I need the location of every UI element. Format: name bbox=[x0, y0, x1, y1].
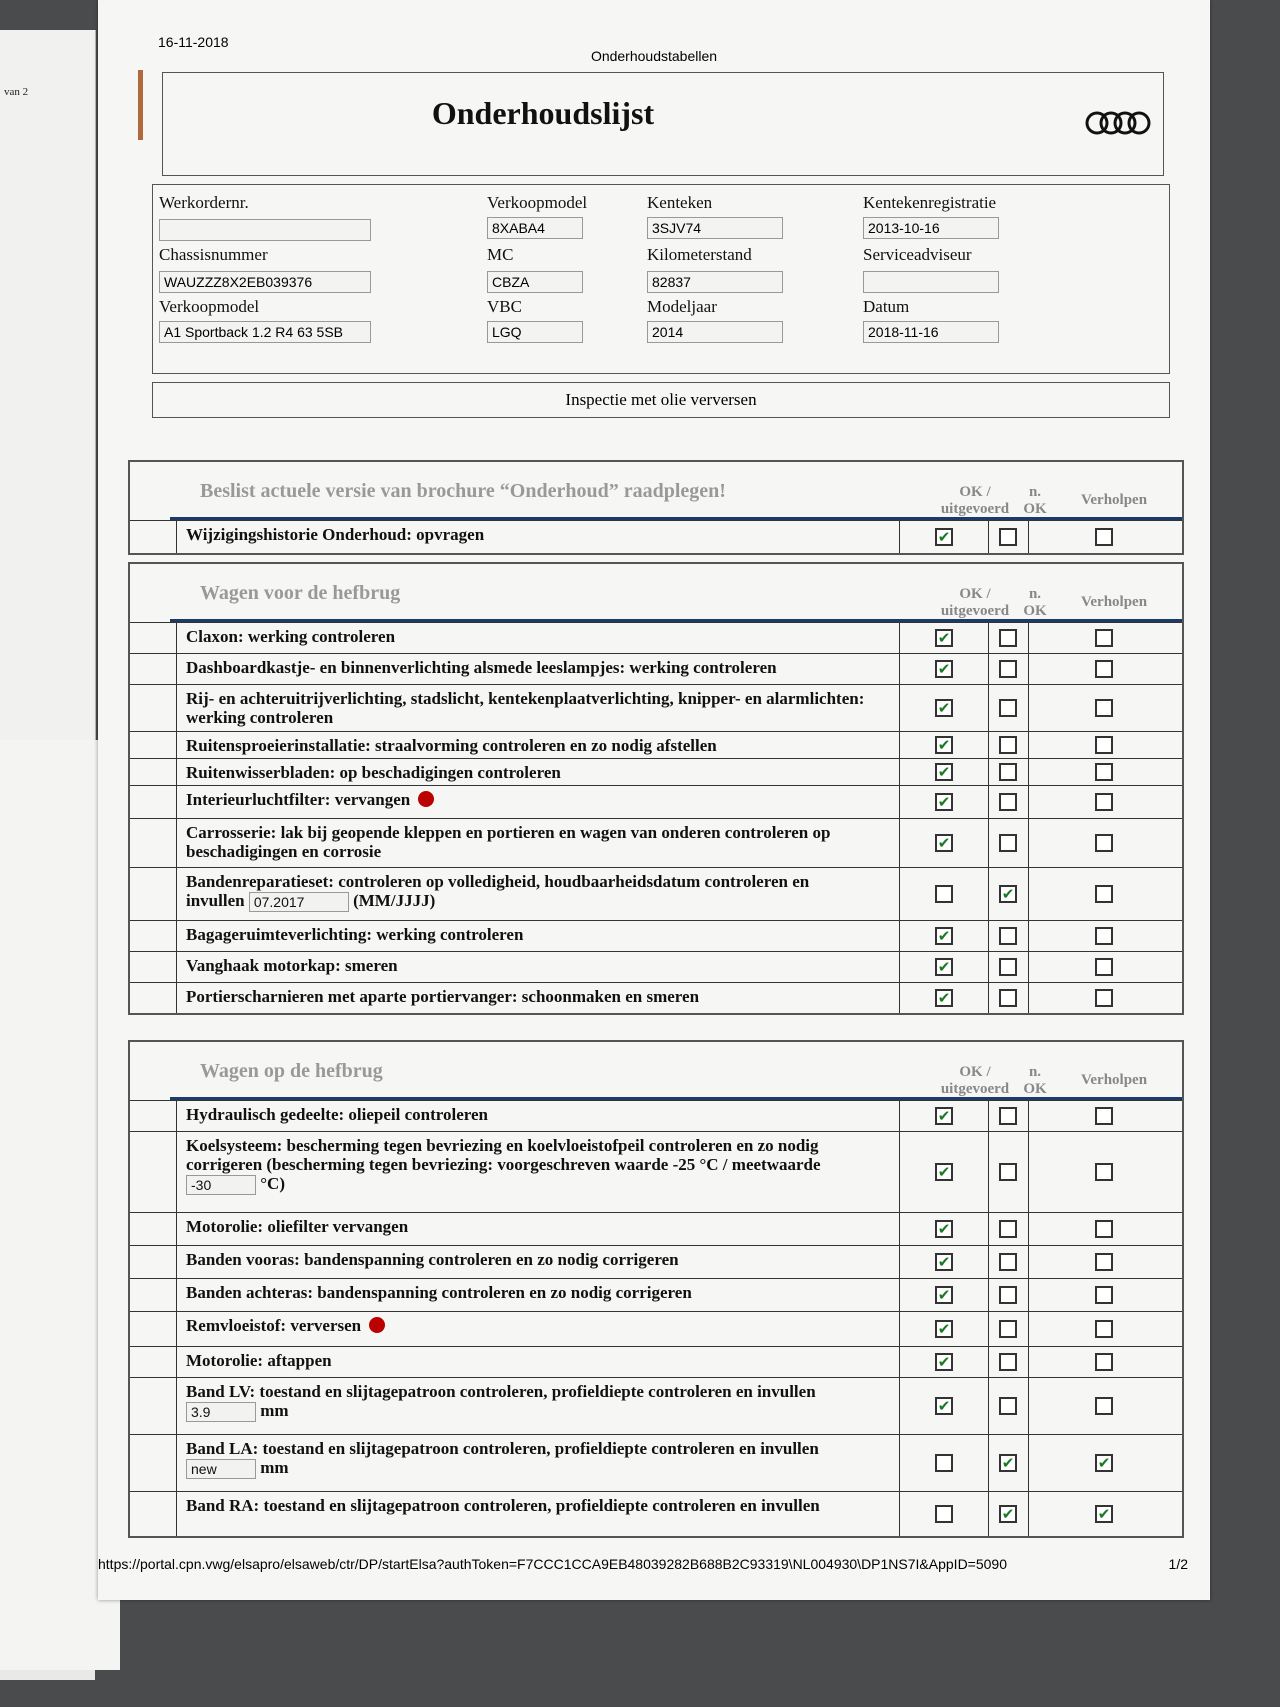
nok-checkbox[interactable] bbox=[999, 927, 1017, 945]
fixed-checkbox[interactable] bbox=[1095, 629, 1113, 647]
row-text: Carrosserie: lak bij geopende kleppen en portieren en wagen van onderen controleren op beschadigingen en corrosie bbox=[186, 823, 831, 861]
col-fixed-header: Verholpen bbox=[1080, 1072, 1148, 1088]
col-ok-line2: uitgevoerd bbox=[940, 603, 1010, 619]
nok-cell bbox=[988, 1213, 1029, 1245]
ok-cell bbox=[900, 1492, 989, 1536]
nok-checkbox[interactable] bbox=[999, 629, 1017, 647]
row-number-cell bbox=[130, 819, 177, 867]
fixed-checkbox[interactable] bbox=[1095, 834, 1113, 852]
fixed-cell bbox=[1028, 819, 1180, 867]
verkoopmodel-code-field: 8XABA4 bbox=[487, 217, 583, 239]
nok-checkbox[interactable] bbox=[999, 660, 1017, 678]
row-text: Koelsysteem: bescherming tegen bevriezing en koelvloeistofpeil controleren en zo nodig corrigeren (bescherming tegen bevriezing: voorgeschreven waarde -25 °C / meetwaarde bbox=[186, 1136, 821, 1174]
row-number-cell bbox=[130, 623, 177, 653]
ok-checkbox[interactable]: ✔ bbox=[935, 699, 953, 717]
table-row bbox=[130, 951, 1182, 982]
fixed-checkbox[interactable] bbox=[1095, 1253, 1113, 1271]
nok-cell bbox=[988, 786, 1029, 818]
col-nok-line1: n. bbox=[1028, 1064, 1042, 1080]
row-number-cell bbox=[130, 1246, 177, 1278]
nok-cell bbox=[988, 623, 1029, 653]
ok-checkbox[interactable]: ✔ bbox=[935, 1163, 953, 1181]
row-input-suffix: (MM/JJJJ) bbox=[353, 891, 436, 910]
col-fixed-header: Verholpen bbox=[1080, 492, 1148, 508]
ok-checkbox[interactable]: ✔ bbox=[935, 1397, 953, 1415]
row-text: Band LA: toestand en slijtagepatroon controleren, profieldiepte controleren en invullen bbox=[186, 1439, 819, 1458]
fixed-cell bbox=[1028, 921, 1180, 951]
nok-checkbox[interactable] bbox=[999, 763, 1017, 781]
row-description bbox=[180, 983, 900, 1013]
row-text: Wijzigingshistorie Onderhoud: opvragen bbox=[186, 525, 485, 544]
ok-cell bbox=[900, 1246, 989, 1278]
ok-checkbox[interactable]: ✔ bbox=[935, 1107, 953, 1125]
ok-cell bbox=[900, 759, 989, 785]
warning-dot-icon bbox=[369, 1317, 385, 1333]
col-ok-line2: uitgevoerd bbox=[940, 501, 1010, 517]
nok-checkbox[interactable] bbox=[999, 1107, 1017, 1125]
fixed-checkbox[interactable]: ✔ bbox=[1095, 1454, 1113, 1472]
col-nok-line2: OK bbox=[1023, 501, 1047, 517]
ok-checkbox[interactable]: ✔ bbox=[935, 1353, 953, 1371]
row-text: Vanghaak motorkap: smeren bbox=[186, 956, 398, 975]
verkoopmodel-field: A1 Sportback 1.2 R4 63 5SB bbox=[159, 321, 371, 343]
warning-dot-icon bbox=[418, 791, 434, 807]
ok-checkbox[interactable]: ✔ bbox=[935, 1220, 953, 1238]
row-text: Interieurluchtfilter: vervangen bbox=[186, 790, 411, 809]
ok-cell bbox=[900, 685, 989, 731]
fixed-checkbox[interactable] bbox=[1095, 528, 1113, 546]
col-ok-line1: OK / bbox=[959, 586, 991, 602]
ok-checkbox[interactable]: ✔ bbox=[935, 793, 953, 811]
ok-cell bbox=[900, 868, 989, 920]
ok-cell bbox=[900, 654, 989, 684]
fixed-checkbox[interactable] bbox=[1095, 1353, 1113, 1371]
nok-cell bbox=[988, 1347, 1029, 1377]
table-row bbox=[130, 1278, 1182, 1311]
row-text: Band LV: toestand en slijtagepatroon controleren, profieldiepte controleren en invullen bbox=[186, 1382, 816, 1401]
nok-cell bbox=[988, 759, 1029, 785]
fixed-checkbox[interactable]: ✔ bbox=[1095, 1505, 1113, 1523]
row-number-cell bbox=[130, 1101, 177, 1131]
fixed-cell bbox=[1028, 1213, 1180, 1245]
nok-cell bbox=[988, 819, 1029, 867]
chassisnummer-field: WAUZZZ8X2EB039376 bbox=[159, 271, 371, 293]
ok-checkbox[interactable]: ✔ bbox=[935, 927, 953, 945]
fixed-checkbox[interactable] bbox=[1095, 1286, 1113, 1304]
kilometerstand-field: 82837 bbox=[647, 271, 783, 293]
row-description bbox=[180, 1101, 900, 1131]
fixed-checkbox[interactable] bbox=[1095, 763, 1113, 781]
section-brochure bbox=[128, 460, 1184, 555]
col-nok-line2: OK bbox=[1023, 603, 1047, 619]
row-text: Band RA: toestand en slijtagepatroon controleren, profieldiepte controleren en invullen bbox=[186, 1496, 820, 1515]
ok-checkbox[interactable]: ✔ bbox=[935, 1286, 953, 1304]
kilometerstand-label: Kilometerstand bbox=[647, 245, 752, 264]
nok-checkbox[interactable] bbox=[999, 736, 1017, 754]
nok-cell bbox=[988, 1312, 1029, 1346]
row-description bbox=[180, 1213, 900, 1245]
row-description bbox=[180, 952, 900, 982]
row-description bbox=[180, 1435, 900, 1491]
row-text: Rij- en achteruitrijverlichting, stadslicht, kentekenplaatverlichting, knipper- en alarmlichten: werking controleren bbox=[186, 689, 865, 727]
stapler-mark bbox=[138, 70, 143, 140]
row-text: Bagageruimteverlichting: werking controleren bbox=[186, 925, 524, 944]
nok-checkbox[interactable] bbox=[999, 528, 1017, 546]
row-description bbox=[180, 1378, 900, 1434]
table-row bbox=[130, 653, 1182, 684]
nok-checkbox[interactable] bbox=[999, 834, 1017, 852]
col-ok-header bbox=[930, 484, 1020, 518]
row-input-prefix: invullen bbox=[186, 891, 245, 910]
table-row bbox=[130, 1311, 1182, 1346]
table-row bbox=[130, 818, 1182, 867]
row-description bbox=[180, 819, 900, 867]
ok-checkbox[interactable]: ✔ bbox=[935, 629, 953, 647]
fixed-checkbox[interactable] bbox=[1095, 660, 1113, 678]
nok-cell bbox=[988, 1132, 1029, 1212]
ok-checkbox[interactable]: ✔ bbox=[935, 989, 953, 1007]
fixed-cell bbox=[1028, 685, 1180, 731]
table-row bbox=[130, 1346, 1182, 1377]
background-left-sheet bbox=[0, 30, 96, 750]
nok-cell bbox=[988, 1378, 1029, 1434]
row-text: Portierscharnieren met aparte portiervanger: schoonmaken en smeren bbox=[186, 987, 700, 1006]
document-header-title: Onderhoudstabellen bbox=[590, 48, 718, 64]
col-ok-line1: OK / bbox=[959, 484, 991, 500]
page-title: Onderhoudslijst bbox=[431, 95, 655, 131]
row-text: Remvloeistof: verversen bbox=[186, 1316, 362, 1335]
nok-checkbox[interactable]: ✔ bbox=[999, 1505, 1017, 1523]
ok-checkbox[interactable]: ✔ bbox=[935, 1320, 953, 1338]
row-description bbox=[180, 1279, 900, 1311]
row-text: Motorolie: aftappen bbox=[186, 1351, 332, 1370]
row-number-cell bbox=[130, 759, 177, 785]
row-description bbox=[180, 868, 900, 920]
row-description bbox=[180, 786, 900, 818]
fixed-cell bbox=[1028, 983, 1180, 1013]
row-number-cell bbox=[130, 732, 177, 758]
fixed-checkbox[interactable] bbox=[1095, 1163, 1113, 1181]
col-nok-header bbox=[1016, 484, 1054, 518]
row-number-cell bbox=[130, 1312, 177, 1346]
table-row bbox=[130, 1245, 1182, 1278]
row-text: Hydraulisch gedeelte: oliepeil controleren bbox=[186, 1105, 489, 1124]
ok-cell bbox=[900, 952, 989, 982]
ok-cell bbox=[900, 1312, 989, 1346]
row-number-cell bbox=[130, 1347, 177, 1377]
kenteken-field: 3SJV74 bbox=[647, 217, 783, 239]
nok-checkbox[interactable] bbox=[999, 1320, 1017, 1338]
row-input-suffix: °C) bbox=[260, 1174, 285, 1193]
fixed-cell bbox=[1028, 1435, 1180, 1491]
fixed-checkbox[interactable] bbox=[1095, 958, 1113, 976]
row-text: Claxon: werking controleren bbox=[186, 627, 396, 646]
nok-cell bbox=[988, 654, 1029, 684]
fixed-cell bbox=[1028, 1132, 1180, 1212]
fixed-checkbox[interactable] bbox=[1095, 1397, 1113, 1415]
table-row bbox=[130, 982, 1182, 1013]
print-date: 16-11-2018 bbox=[158, 34, 229, 50]
row-description bbox=[180, 921, 900, 951]
row-number-cell bbox=[130, 952, 177, 982]
col-ok-line2: uitgevoerd bbox=[940, 1081, 1010, 1097]
verkoopmodel-label: Verkoopmodel bbox=[159, 297, 260, 316]
ok-cell bbox=[900, 1378, 989, 1434]
row-number-cell bbox=[130, 521, 177, 553]
section-title: Wagen op de hefbrug bbox=[200, 1060, 383, 1082]
kentekenregistratie-field: 2013-10-16 bbox=[863, 217, 999, 239]
nok-checkbox[interactable]: ✔ bbox=[999, 885, 1017, 903]
fixed-cell bbox=[1028, 732, 1180, 758]
datum-field: 2018-11-16 bbox=[863, 321, 999, 343]
col-nok-header bbox=[1016, 1064, 1054, 1098]
table-row bbox=[130, 1434, 1182, 1491]
table-row bbox=[130, 758, 1182, 785]
row-number-cell bbox=[130, 868, 177, 920]
ok-cell bbox=[900, 1279, 989, 1311]
tread-depth-lv-input[interactable]: 3.9 bbox=[186, 1402, 256, 1422]
col-ok-line1: OK / bbox=[959, 1064, 991, 1080]
nok-cell bbox=[988, 1492, 1029, 1536]
fixed-checkbox[interactable] bbox=[1095, 793, 1113, 811]
fixed-checkbox[interactable] bbox=[1095, 736, 1113, 754]
row-number-cell bbox=[130, 685, 177, 731]
table-row bbox=[130, 1491, 1182, 1536]
vbc-field: LGQ bbox=[487, 321, 583, 343]
nok-cell bbox=[988, 521, 1029, 553]
nok-checkbox[interactable] bbox=[999, 1220, 1017, 1238]
nok-checkbox[interactable] bbox=[999, 1353, 1017, 1371]
fixed-cell bbox=[1028, 654, 1180, 684]
inspection-type: Inspectie met olie verversen bbox=[152, 382, 1170, 418]
fixed-cell bbox=[1028, 1279, 1180, 1311]
nok-checkbox[interactable] bbox=[999, 1286, 1017, 1304]
document-page bbox=[98, 0, 1210, 1600]
nok-cell bbox=[988, 868, 1029, 920]
nok-checkbox[interactable] bbox=[999, 1397, 1017, 1415]
col-nok-header bbox=[1016, 586, 1054, 620]
row-number-cell bbox=[130, 921, 177, 951]
row-description bbox=[180, 732, 900, 758]
ok-cell bbox=[900, 1347, 989, 1377]
row-number-cell bbox=[130, 1378, 177, 1434]
col-ok-header bbox=[930, 586, 1020, 620]
chassisnummer-label: Chassisnummer bbox=[159, 245, 268, 264]
mc-field: CBZA bbox=[487, 271, 583, 293]
fixed-checkbox[interactable] bbox=[1095, 699, 1113, 717]
kenteken-label: Kenteken bbox=[647, 193, 713, 212]
fixed-cell bbox=[1028, 1101, 1180, 1131]
fixed-cell bbox=[1028, 759, 1180, 785]
row-number-cell bbox=[130, 1492, 177, 1536]
row-number-cell bbox=[130, 983, 177, 1013]
table-row bbox=[130, 1100, 1182, 1131]
fixed-cell bbox=[1028, 1378, 1180, 1434]
antifreeze-measure-input[interactable]: -30 bbox=[186, 1175, 256, 1195]
nok-checkbox[interactable] bbox=[999, 989, 1017, 1007]
brand-rings-icon bbox=[1085, 109, 1153, 137]
nok-checkbox[interactable] bbox=[999, 958, 1017, 976]
fixed-cell bbox=[1028, 623, 1180, 653]
table-row bbox=[130, 1212, 1182, 1245]
tread-depth-la-input[interactable]: new bbox=[186, 1459, 256, 1479]
ok-cell bbox=[900, 786, 989, 818]
row-text: Banden vooras: bandenspanning controleren en zo nodig corrigeren bbox=[186, 1250, 679, 1269]
fixed-checkbox[interactable] bbox=[1095, 1320, 1113, 1338]
row-number-cell bbox=[130, 1435, 177, 1491]
table-row bbox=[130, 1131, 1182, 1212]
row-description bbox=[180, 759, 900, 785]
ok-cell bbox=[900, 1435, 989, 1491]
col-fixed-header: Verholpen bbox=[1080, 594, 1148, 610]
row-text: Dashboardkastje- en binnenverlichting alsmede leeslampjes: werking controleren bbox=[186, 658, 777, 677]
row-description bbox=[180, 521, 900, 553]
row-description bbox=[180, 1246, 900, 1278]
table-row bbox=[130, 684, 1182, 731]
datum-label: Datum bbox=[863, 297, 910, 316]
ok-checkbox[interactable]: ✔ bbox=[935, 528, 953, 546]
row-description bbox=[180, 1492, 900, 1536]
table-row bbox=[130, 785, 1182, 818]
row-text: Banden achteras: bandenspanning controleren en zo nodig corrigeren bbox=[186, 1283, 692, 1302]
table-row bbox=[130, 920, 1182, 951]
row-input-suffix: mm bbox=[260, 1458, 289, 1477]
col-nok-line1: n. bbox=[1028, 586, 1042, 602]
section-title: Wagen voor de hefbrug bbox=[200, 582, 401, 604]
nok-cell bbox=[988, 1246, 1029, 1278]
nok-checkbox[interactable] bbox=[999, 1163, 1017, 1181]
fixed-checkbox[interactable] bbox=[1095, 885, 1113, 903]
fixed-cell bbox=[1028, 521, 1180, 553]
kentekenregistratie-label: Kentekenregistratie bbox=[863, 193, 997, 212]
fixed-cell bbox=[1028, 1492, 1180, 1536]
row-text: Ruitenwisserbladen: op beschadigingen controleren bbox=[186, 763, 561, 782]
row-number-cell bbox=[130, 1279, 177, 1311]
nok-cell bbox=[988, 732, 1029, 758]
section-header bbox=[130, 462, 1182, 520]
serviceadviseur-field bbox=[863, 271, 999, 293]
row-description bbox=[180, 1347, 900, 1377]
page-number: 1/2 bbox=[1168, 1556, 1188, 1572]
ok-checkbox[interactable]: ✔ bbox=[935, 958, 953, 976]
nok-cell bbox=[988, 952, 1029, 982]
row-description bbox=[180, 654, 900, 684]
verkoopmodel-code-label: Verkoopmodel bbox=[487, 193, 588, 212]
row-number-cell bbox=[130, 654, 177, 684]
row-input-suffix: mm bbox=[260, 1401, 289, 1420]
row-number-cell bbox=[130, 786, 177, 818]
nok-cell bbox=[988, 1101, 1029, 1131]
row-description bbox=[180, 1132, 900, 1212]
fixed-checkbox[interactable] bbox=[1095, 1220, 1113, 1238]
modeljaar-label: Modeljaar bbox=[647, 297, 717, 316]
nok-cell bbox=[988, 685, 1029, 731]
fixed-checkbox[interactable] bbox=[1095, 1107, 1113, 1125]
ok-cell bbox=[900, 732, 989, 758]
row-text: Bandenreparatieset: controleren op volledigheid, houdbaarheidsdatum controleren en bbox=[186, 872, 810, 891]
col-ok-header bbox=[930, 1064, 1020, 1098]
expiry-date-input[interactable]: 07.2017 bbox=[249, 892, 349, 912]
ok-cell bbox=[900, 521, 989, 553]
ok-cell bbox=[900, 1101, 989, 1131]
ok-checkbox[interactable]: ✔ bbox=[935, 660, 953, 678]
ok-cell bbox=[900, 1213, 989, 1245]
serviceadviseur-label: Serviceadviseur bbox=[863, 245, 972, 264]
werkordernr-label: Werkordernr. bbox=[159, 193, 249, 212]
fixed-cell bbox=[1028, 1347, 1180, 1377]
fixed-cell bbox=[1028, 786, 1180, 818]
nok-cell bbox=[988, 1435, 1029, 1491]
ok-cell bbox=[900, 983, 989, 1013]
nok-checkbox[interactable] bbox=[999, 793, 1017, 811]
ok-cell bbox=[900, 623, 989, 653]
fixed-checkbox[interactable] bbox=[1095, 989, 1113, 1007]
left-sheet-text: van 2 bbox=[4, 86, 29, 98]
ok-checkbox[interactable]: ✔ bbox=[935, 763, 953, 781]
row-number-cell bbox=[130, 1132, 177, 1212]
mc-label: MC bbox=[487, 245, 514, 264]
ok-cell bbox=[900, 819, 989, 867]
row-text: Motorolie: oliefilter vervangen bbox=[186, 1217, 409, 1236]
vehicle-info-box bbox=[152, 184, 1170, 374]
ok-checkbox[interactable]: ✔ bbox=[935, 736, 953, 754]
ok-cell bbox=[900, 1132, 989, 1212]
footer-url[interactable]: https://portal.cpn.vwg/elsapro/elsaweb/ctr/DP/startElsa?authToken=F7CCC1CCA9EB48039282B688B2C93319\NL004930\DP1NS7I&AppID=5090 bbox=[98, 1556, 1007, 1572]
row-description bbox=[180, 685, 900, 731]
row-text: Ruitensproeierinstallatie: straalvorming controleren en zo nodig afstellen bbox=[186, 736, 717, 755]
fixed-cell bbox=[1028, 868, 1180, 920]
nok-checkbox[interactable]: ✔ bbox=[999, 1454, 1017, 1472]
ok-cell bbox=[900, 921, 989, 951]
ok-checkbox[interactable] bbox=[935, 1505, 953, 1523]
ok-checkbox[interactable]: ✔ bbox=[935, 1253, 953, 1271]
table-row bbox=[130, 622, 1182, 653]
nok-checkbox[interactable] bbox=[999, 699, 1017, 717]
row-description bbox=[180, 623, 900, 653]
title-box bbox=[162, 72, 1164, 176]
row-number-cell bbox=[130, 1213, 177, 1245]
werkordernr-field bbox=[159, 219, 371, 241]
fixed-cell bbox=[1028, 1246, 1180, 1278]
ok-checkbox[interactable] bbox=[935, 885, 953, 903]
ok-checkbox[interactable] bbox=[935, 1454, 953, 1472]
section-title: Beslist actuele versie van brochure “Onderhoud” raadplegen! bbox=[200, 480, 726, 502]
nok-checkbox[interactable] bbox=[999, 1253, 1017, 1271]
nok-cell bbox=[988, 983, 1029, 1013]
col-nok-line1: n. bbox=[1028, 484, 1042, 500]
nok-cell bbox=[988, 1279, 1029, 1311]
col-nok-line2: OK bbox=[1023, 1081, 1047, 1097]
nok-cell bbox=[988, 921, 1029, 951]
fixed-cell bbox=[1028, 1312, 1180, 1346]
table-row bbox=[130, 867, 1182, 920]
fixed-checkbox[interactable] bbox=[1095, 927, 1113, 945]
section-header bbox=[130, 1042, 1182, 1100]
section-op-hefbrug bbox=[128, 1040, 1184, 1538]
vbc-label: VBC bbox=[487, 297, 522, 316]
modeljaar-field: 2014 bbox=[647, 321, 783, 343]
section-voor-hefbrug bbox=[128, 562, 1184, 1015]
table-row bbox=[130, 520, 1182, 553]
table-row bbox=[130, 1377, 1182, 1434]
ok-checkbox[interactable]: ✔ bbox=[935, 834, 953, 852]
table-row bbox=[130, 731, 1182, 758]
fixed-cell bbox=[1028, 952, 1180, 982]
row-description bbox=[180, 1312, 900, 1346]
section-header bbox=[130, 564, 1182, 622]
